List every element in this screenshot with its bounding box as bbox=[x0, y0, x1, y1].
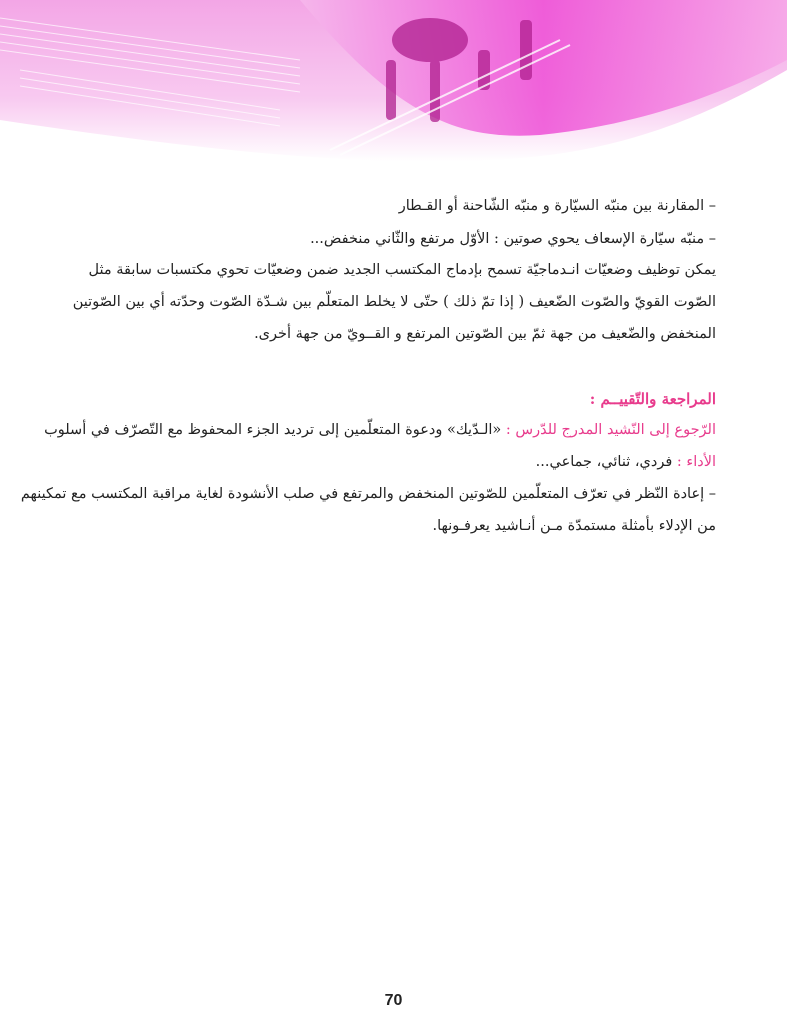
performance-text: فردي، ثنائي، جماعي... bbox=[535, 454, 673, 470]
performance-label: الأداء : bbox=[676, 454, 716, 470]
return-line bbox=[44, 422, 716, 438]
music-violin-banner-icon bbox=[0, 0, 787, 165]
page-number: 70 bbox=[384, 992, 403, 1009]
paragraph-line-1: يمكن توظيف وضعيّات انـدماجيّة تسمح بإدماج المكتسب الجديد ضمن وضعيّات تحوي مكتسبات سابقة مثل bbox=[88, 262, 716, 278]
paragraph-line-2: الصّوت القويّ والصّوت الضّعيف ( إذا تمّ ذلك ) حتّى لا يخلط المتعلّم بين شـدّة الصّوت وحدّته أي بين الصّوتين bbox=[72, 294, 716, 310]
return-label: الرّجوع إلى النّشيد المدرج للدّرس : bbox=[505, 422, 716, 438]
reconsider-line-2: من الإدلاء بأمثلة مستمدّة مـن أنـاشيد يعرفـونها. bbox=[432, 518, 716, 534]
paragraph-line-3: المنخفض والضّعيف من جهة ثمّ بين الصّوتين المرتفع و القــويّ من جهة أخرى. bbox=[254, 326, 716, 342]
reconsider-line-1: – إعادة النّظر في تعرّف المتعلّمين للصّوتين المنخفض والمرتفع في صلب الأنشودة لغاية مراقبة المكتسب مع تمكينهم bbox=[20, 486, 716, 502]
ambulance-line: – منبّه سيّارة الإسعاف يحوي صوتين : الأوّل مرتفع والثّاني منخفض... bbox=[310, 231, 716, 247]
header-banner bbox=[0, 0, 787, 165]
return-text: «الـدّيك» ودعوة المتعلّمين إلى ترديد الجزء المحفوظ مع التّصرّف في أسلوب bbox=[44, 422, 502, 438]
review-heading: المراجعة والتّقييــم : bbox=[589, 390, 716, 408]
lesson-content bbox=[20, 198, 716, 558]
comparison-line: – المقارنة بين منبّه السيّارة و منبّه الشّاحنة أو القـطار bbox=[398, 198, 716, 214]
performance-line bbox=[66, 454, 716, 470]
